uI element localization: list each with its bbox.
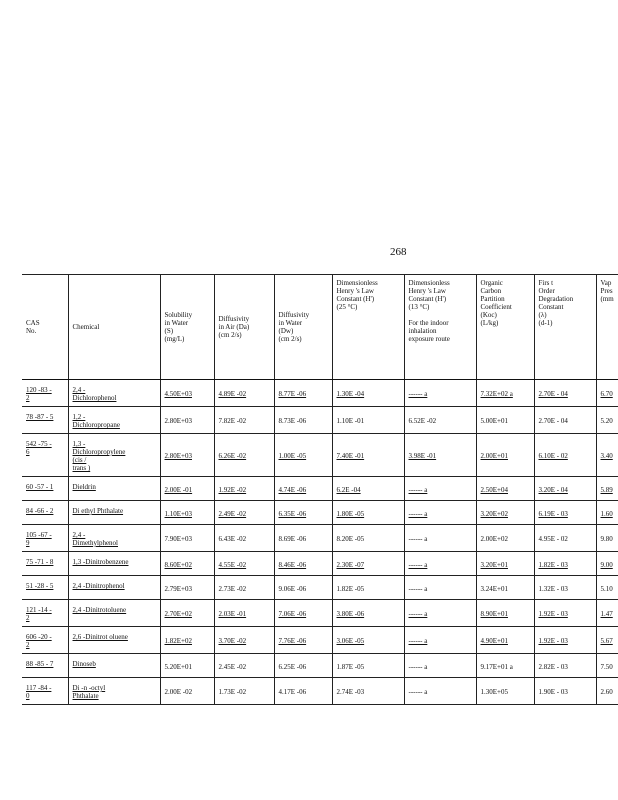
- cell-chem: 1,3 - Dichloropropylene (cis / trans ): [68, 434, 160, 477]
- cell-koc: 9.17E+01 a: [476, 654, 534, 678]
- column-header-h25: Dimensionless Henry 's Law Constant (H') (25 °C): [332, 275, 404, 380]
- cell-koc: 1.30E+05: [476, 678, 534, 705]
- cell-deg: 6.10E - 02: [534, 434, 596, 477]
- cell-chem: 2,4 -Dinitrotoluene: [68, 600, 160, 627]
- table-body: [22, 380, 618, 705]
- cell-dw: 8.46E -06: [274, 552, 332, 576]
- table-row: [22, 477, 618, 501]
- cell-dw: 8.73E -06: [274, 407, 332, 434]
- cell-chem: 2,6 -Dinitrot oluene: [68, 627, 160, 654]
- cell-cas: 88 -85 - 7: [22, 654, 68, 678]
- cell-cas: 121 -14 - 2: [22, 600, 68, 627]
- cell-h25: 2.30E -07: [332, 552, 404, 576]
- cell-vp: 9.80: [596, 525, 618, 552]
- cell-vp: 1.47: [596, 600, 618, 627]
- cell-da: 6.26E -02: [214, 434, 274, 477]
- cell-deg: 6.19E - 03: [534, 501, 596, 525]
- table-row: [22, 600, 618, 627]
- cell-da: 1.92E -02: [214, 477, 274, 501]
- cell-vp: 1.60: [596, 501, 618, 525]
- cell-vp: 3.40: [596, 434, 618, 477]
- cell-h13: ------ a: [404, 477, 476, 501]
- cell-koc: 4.90E+01: [476, 627, 534, 654]
- cell-h13: ------ a: [404, 501, 476, 525]
- cell-vp: 5.10: [596, 576, 618, 600]
- cell-h13: 6.52E -02: [404, 407, 476, 434]
- cell-h13: ------ a: [404, 627, 476, 654]
- cell-da: 6.43E -02: [214, 525, 274, 552]
- cell-chem: Di ethyl Phthalate: [68, 501, 160, 525]
- cell-h25: 3.80E -06: [332, 600, 404, 627]
- column-header-sol: Solubility in Water (S) (mg/L): [160, 275, 214, 380]
- cell-koc: 7.32E+02 a: [476, 380, 534, 407]
- table-row: [22, 576, 618, 600]
- cell-vp: 7.50: [596, 654, 618, 678]
- cell-sol: 2.80E+03: [160, 434, 214, 477]
- table-row: [22, 501, 618, 525]
- cell-dw: 7.06E -06: [274, 600, 332, 627]
- cell-vp: 9.00: [596, 552, 618, 576]
- cell-cas: 105 -67 - 9: [22, 525, 68, 552]
- cell-h25: 3.06E -05: [332, 627, 404, 654]
- table-row: [22, 654, 618, 678]
- table-row: [22, 552, 618, 576]
- table-row: [22, 525, 618, 552]
- cell-sol: 2.70E+02: [160, 600, 214, 627]
- cell-deg: 1.92E - 03: [534, 600, 596, 627]
- table-row: [22, 380, 618, 407]
- cell-cas: 78 -87 - 5: [22, 407, 68, 434]
- cell-h13: ------ a: [404, 525, 476, 552]
- cell-deg: 2.82E - 03: [534, 654, 596, 678]
- table-header-row: [22, 275, 618, 380]
- cell-koc: 3.20E+01: [476, 552, 534, 576]
- cell-h13: 3.98E -01: [404, 434, 476, 477]
- cell-dw: 1.00E -05: [274, 434, 332, 477]
- cell-sol: 7.90E+03: [160, 525, 214, 552]
- cell-koc: 2.50E+04: [476, 477, 534, 501]
- cell-chem: Dieldrin: [68, 477, 160, 501]
- column-header-vp: Vap Pres (mm: [596, 275, 618, 380]
- table-row: [22, 678, 618, 705]
- cell-h25: 1.10E -01: [332, 407, 404, 434]
- cell-h13: ------ a: [404, 576, 476, 600]
- cell-da: 2.73E -02: [214, 576, 274, 600]
- column-header-chem: Chemical: [68, 275, 160, 380]
- cell-h25: 1.87E -05: [332, 654, 404, 678]
- cell-sol: 5.20E+01: [160, 654, 214, 678]
- cell-h13: ------ a: [404, 654, 476, 678]
- column-header-h13: Dimensionless Henry 's Law Constant (H') (13 °C) For the indoor inhalation exposure route: [404, 275, 476, 380]
- cell-sol: 4.50E+03: [160, 380, 214, 407]
- cell-dw: 4.17E -06: [274, 678, 332, 705]
- cell-koc: 2.00E+02: [476, 525, 534, 552]
- cell-vp: 5.20: [596, 407, 618, 434]
- cell-cas: 84 -66 - 2: [22, 501, 68, 525]
- chemical-properties-table: [22, 274, 618, 705]
- cell-dw: 4.74E -06: [274, 477, 332, 501]
- cell-sol: 2.00E -01: [160, 477, 214, 501]
- cell-h25: 6.2E -04: [332, 477, 404, 501]
- cell-cas: 606 -20 - 2: [22, 627, 68, 654]
- cell-chem: 1,2 - Dichloropropane: [68, 407, 160, 434]
- cell-dw: 8.77E -06: [274, 380, 332, 407]
- cell-h13: ------ a: [404, 380, 476, 407]
- cell-chem: Di -n -octyl Phthalate: [68, 678, 160, 705]
- table-row: [22, 407, 618, 434]
- cell-dw: 8.69E -06: [274, 525, 332, 552]
- cell-cas: 75 -71 - 8: [22, 552, 68, 576]
- cell-sol: 2.80E+03: [160, 407, 214, 434]
- cell-h25: 1.30E -04: [332, 380, 404, 407]
- column-header-koc: Organic Carbon Partition Coefficient (Koc) (L/kg): [476, 275, 534, 380]
- column-header-deg: Firs t Order Degradation Constant (λ) (d-1): [534, 275, 596, 380]
- cell-cas: 120 -83 - 2: [22, 380, 68, 407]
- column-header-dw: Diffusivity in Water (Dw) (cm 2/s): [274, 275, 332, 380]
- cell-sol: 1.82E+02: [160, 627, 214, 654]
- cell-deg: 1.90E - 03: [534, 678, 596, 705]
- cell-koc: 5.00E+01: [476, 407, 534, 434]
- cell-sol: 8.60E+02: [160, 552, 214, 576]
- cell-deg: 2.70E - 04: [534, 407, 596, 434]
- cell-chem: 2,4 -Dinitrophenol: [68, 576, 160, 600]
- cell-sol: 2.79E+03: [160, 576, 214, 600]
- cell-da: 2.03E -01: [214, 600, 274, 627]
- cell-cas: 542 -75 - 6: [22, 434, 68, 477]
- table-row: [22, 434, 618, 477]
- cell-da: 2.49E -02: [214, 501, 274, 525]
- cell-h25: 1.82E -05: [332, 576, 404, 600]
- cell-cas: 51 -28 - 5: [22, 576, 68, 600]
- cell-sol: 2.00E -02: [160, 678, 214, 705]
- cell-koc: 8.90E+01: [476, 600, 534, 627]
- cell-dw: 9.06E -06: [274, 576, 332, 600]
- table-row: [22, 627, 618, 654]
- cell-deg: 3.20E - 04: [534, 477, 596, 501]
- cell-deg: 1.32E - 03: [534, 576, 596, 600]
- cell-h25: 7.40E -01: [332, 434, 404, 477]
- cell-h25: 8.20E -05: [332, 525, 404, 552]
- cell-dw: 6.25E -06: [274, 654, 332, 678]
- cell-vp: 6.70: [596, 380, 618, 407]
- cell-da: 4.89E -02: [214, 380, 274, 407]
- cell-deg: 2.70E - 04: [534, 380, 596, 407]
- cell-h25: 2.74E -03: [332, 678, 404, 705]
- cell-da: 1.73E -02: [214, 678, 274, 705]
- cell-cas: 60 -57 - 1: [22, 477, 68, 501]
- cell-koc: 3.24E+01: [476, 576, 534, 600]
- cell-da: 4.55E -02: [214, 552, 274, 576]
- cell-da: 2.45E -02: [214, 654, 274, 678]
- cell-chem: 2,4 - Dichlorophenol: [68, 380, 160, 407]
- cell-koc: 2.00E+01: [476, 434, 534, 477]
- cell-dw: 6.35E -06: [274, 501, 332, 525]
- page-number: 268: [390, 246, 407, 258]
- cell-h13: ------ a: [404, 678, 476, 705]
- cell-chem: 2,4 - Dimethylphenol: [68, 525, 160, 552]
- cell-koc: 3.20E+02: [476, 501, 534, 525]
- cell-da: 7.82E -02: [214, 407, 274, 434]
- column-header-da: Diffusivity in Air (Da) (cm 2/s): [214, 275, 274, 380]
- cell-deg: 1.92E - 03: [534, 627, 596, 654]
- cell-h13: ------ a: [404, 552, 476, 576]
- cell-vp: 5.67: [596, 627, 618, 654]
- cell-cas: 117 -84 - 0: [22, 678, 68, 705]
- cell-vp: 2.60: [596, 678, 618, 705]
- cell-deg: 1.82E - 03: [534, 552, 596, 576]
- cell-h13: ------ a: [404, 600, 476, 627]
- chemical-properties-table-wrapper: [22, 274, 618, 705]
- cell-vp: 5.89: [596, 477, 618, 501]
- cell-deg: 4.95E - 02: [534, 525, 596, 552]
- cell-sol: 1.10E+03: [160, 501, 214, 525]
- cell-dw: 7.76E -06: [274, 627, 332, 654]
- cell-da: 3.70E -02: [214, 627, 274, 654]
- cell-chem: Dinoseb: [68, 654, 160, 678]
- column-header-cas: CAS No.: [22, 275, 68, 380]
- cell-h25: 1.80E -05: [332, 501, 404, 525]
- cell-chem: 1,3 -Dinitrobenzene: [68, 552, 160, 576]
